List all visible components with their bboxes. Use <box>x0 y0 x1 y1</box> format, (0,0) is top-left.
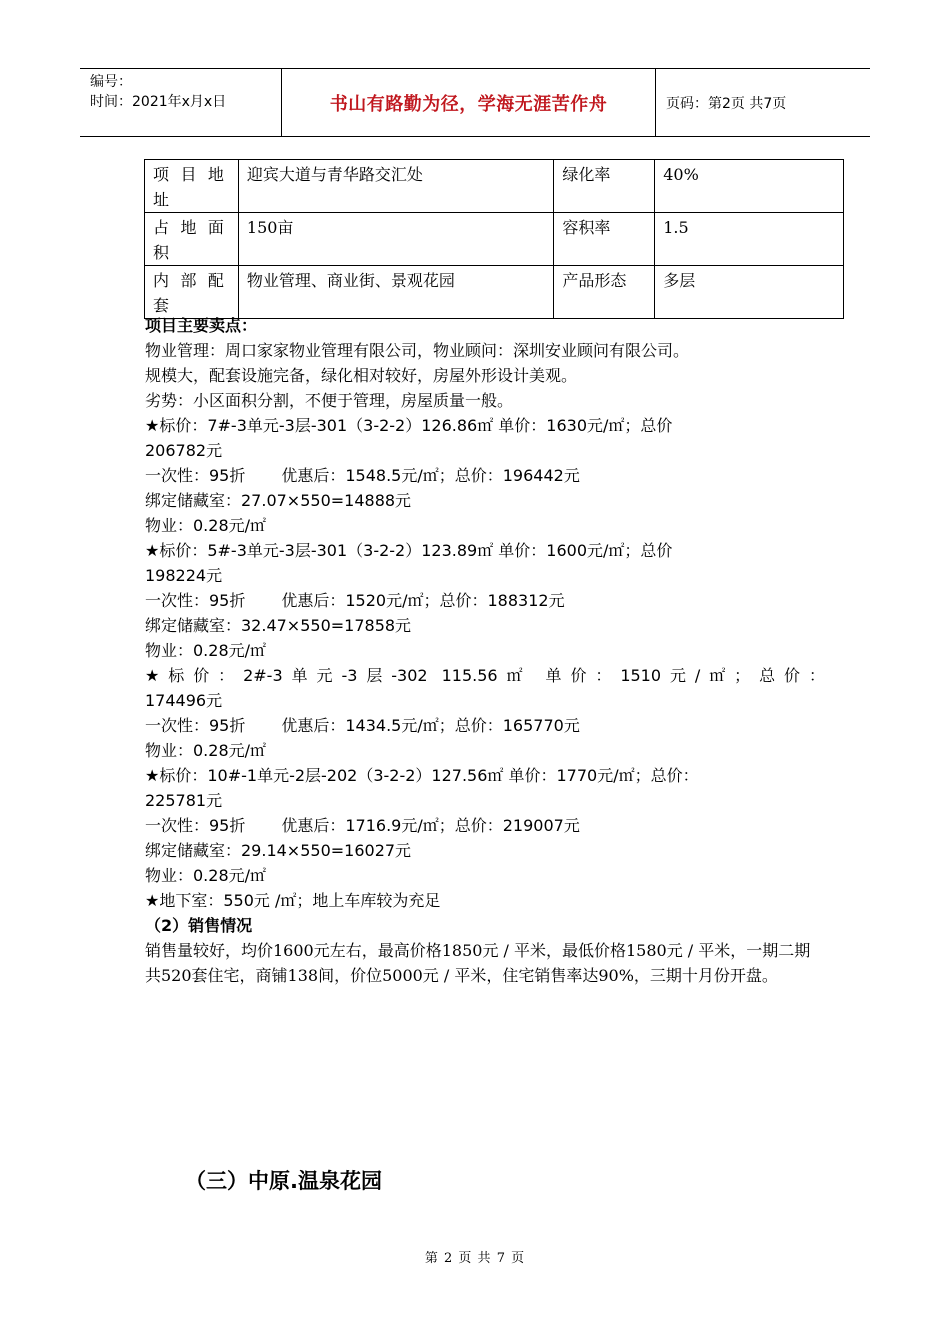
header-meta <box>80 69 282 136</box>
unit-discount: 一次性：95折 <box>145 816 246 835</box>
header-number: 编号： <box>90 74 132 90</box>
project-info-table <box>144 159 844 319</box>
header-motto: 书山有路勤为径，学海无涯苦作舟 <box>282 69 656 136</box>
table-cell-value: 多层 <box>655 266 844 319</box>
page-footer: 第 2 页 共 7 页 <box>424 1251 526 1266</box>
unit-total: 225781元 <box>145 791 223 810</box>
table-cell-label: 占地面积 <box>145 213 239 266</box>
unit-discount-line <box>145 713 825 738</box>
unit-fee: 物业：0.28元/㎡ <box>145 866 267 885</box>
unit-price-line: ★标价：7#-3单元-3层-301（3-2-2）126.86㎡ 单价：1630元/㎡；总价 <box>145 416 673 435</box>
unit-fee: 物业：0.28元/㎡ <box>145 516 267 535</box>
unit-total: 174496元 <box>145 691 223 710</box>
table-cell-label: 项目地址 <box>145 160 239 213</box>
disadvantages-text: 劣势：小区面积分割，不便于管理，房屋质量一般。 <box>145 391 514 410</box>
unit-discount: 一次性：95折 <box>145 716 246 735</box>
header-page-info: 页码：第2页 共7页 <box>666 95 787 112</box>
unit-discounted-price: 优惠后：1716.9元/㎡；总价：219007元 <box>281 816 580 835</box>
unit-storage: 绑定储藏室：32.47×550=17858元 <box>145 616 412 635</box>
unit-storage: 绑定储藏室：29.14×550=16027元 <box>145 841 412 860</box>
unit-discounted-price: 优惠后：1548.5元/㎡；总价：196442元 <box>281 466 580 485</box>
unit-storage: 绑定储藏室：27.07×550=14888元 <box>145 491 412 510</box>
page-header <box>80 68 870 137</box>
sales-text: 销售量较好，均价1600元左右，最高价格1850元 / 平米，最低价格1580元 / 平米，一期二期共520套住宅，商铺138间，价位5000元 / 平米，住宅销售率达90%，三期十月份开盘。 <box>145 941 811 985</box>
table-cell-label: 产品形态 <box>554 266 655 319</box>
section-title: （三）中原.温泉花园 <box>185 1169 382 1193</box>
sales-heading: （2）销售情况 <box>145 916 253 935</box>
unit-price-line: ★标价：5#-3单元-3层-301（3-2-2）123.89㎡ 单价：1600元/㎡；总价 <box>145 541 673 560</box>
unit-price-line: ★标价：2#-3单元-3层-302 115.56㎡ 单价：1510元/㎡；总价： <box>145 666 825 685</box>
table-cell-value: 1.5 <box>655 213 844 266</box>
basement-text: ★地下室：550元 /㎡；地上车库较为充足 <box>145 891 441 910</box>
header-time: 时间：2021年x月x日 <box>90 94 227 110</box>
unit-discounted-price: 优惠后：1520元/㎡；总价：188312元 <box>281 591 565 610</box>
table-cell-value: 40% <box>655 160 844 213</box>
selling-points-heading: 项目主要卖点： <box>145 316 258 335</box>
unit-discounted-price: 优惠后：1434.5元/㎡；总价：165770元 <box>281 716 580 735</box>
unit-discount-line <box>145 813 825 838</box>
table-cell-value: 150亩 <box>238 213 553 266</box>
unit-price-line: ★标价：10#-1单元-2层-202（3-2-2）127.56㎡ 单价：1770元/㎡；总价： <box>145 766 699 785</box>
table-cell-value: 物业管理、商业街、景观花园 <box>238 266 553 319</box>
table-cell-label: 绿化率 <box>554 160 655 213</box>
unit-discount-line <box>145 463 825 488</box>
advantages-text: 规模大，配套设施完备，绿化相对较好，房屋外形设计美观。 <box>145 366 578 385</box>
unit-total: 206782元 <box>145 441 223 460</box>
table-row <box>145 160 844 213</box>
unit-discount-line <box>145 588 825 613</box>
main-content <box>145 313 825 988</box>
table-cell-label: 容积率 <box>554 213 655 266</box>
unit-discount: 一次性：95折 <box>145 591 246 610</box>
table-cell-label: 内部配套 <box>145 266 239 319</box>
table-row <box>145 213 844 266</box>
table-cell-value: 迎宾大道与青华路交汇处 <box>238 160 553 213</box>
unit-total: 198224元 <box>145 566 223 585</box>
table-row <box>145 266 844 319</box>
unit-fee: 物业：0.28元/㎡ <box>145 741 267 760</box>
property-management-text: 物业管理：周口家家物业管理有限公司，物业顾问：深圳安业顾问有限公司。 <box>145 341 690 360</box>
unit-discount: 一次性：95折 <box>145 466 246 485</box>
unit-fee: 物业：0.28元/㎡ <box>145 641 267 660</box>
